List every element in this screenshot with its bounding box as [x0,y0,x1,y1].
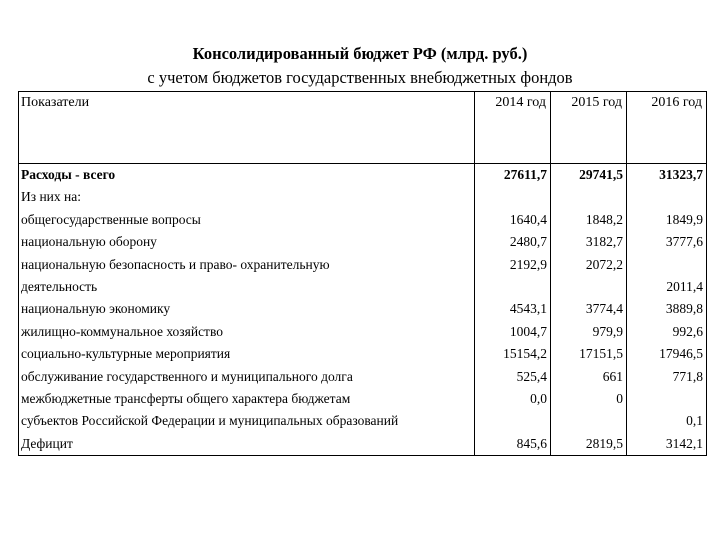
row-label: межбюджетные трансферты общего характера бюджетам [19,388,475,410]
row-label: жилищно-коммунальное хозяйство [19,321,475,343]
table-header-row [19,92,707,164]
table-row [19,164,707,187]
row-label: обслуживание государственного и муниципального долга [19,366,475,388]
row-label: национальную оборону [19,231,475,253]
cell-2015: 17151,5 [551,343,627,365]
cell-2016: 2011,4 [627,276,707,298]
cell-2016 [627,254,707,276]
cell-2015: 3182,7 [551,231,627,253]
table-row [19,321,707,343]
cell-2014: 0,0 [475,388,551,410]
cell-2016 [627,388,707,410]
row-label: субъектов Российской Федерации и муниципальных образований [19,410,475,432]
table-row [19,433,707,456]
row-label: Расходы - всего [19,164,475,187]
table-row [19,254,707,276]
row-label: Из них на: [19,186,475,208]
cell-2015: 2819,5 [551,433,627,456]
table-row [19,388,707,410]
cell-2015: 2072,2 [551,254,627,276]
cell-2016: 0,1 [627,410,707,432]
cell-2014 [475,410,551,432]
cell-2015 [551,186,627,208]
cell-2014: 1640,4 [475,209,551,231]
cell-2015: 1848,2 [551,209,627,231]
header-2016: 2016 год [627,92,707,164]
table-row [19,410,707,432]
cell-2014: 1004,7 [475,321,551,343]
cell-2014: 525,4 [475,366,551,388]
row-label: деятельность [19,276,475,298]
cell-2015: 0 [551,388,627,410]
cell-2016: 31323,7 [627,164,707,187]
cell-2016: 3777,6 [627,231,707,253]
cell-2015: 29741,5 [551,164,627,187]
table-row [19,231,707,253]
header-2015: 2015 год [551,92,627,164]
document-title: Консолидированный бюджет РФ (млрд. руб.) [192,44,528,63]
table-row [19,276,707,298]
cell-2015: 661 [551,366,627,388]
cell-2014: 2192,9 [475,254,551,276]
cell-2014: 4543,1 [475,298,551,320]
cell-2015 [551,276,627,298]
row-label: национальную безопасность и право- охранительную [19,254,475,276]
cell-2015: 3774,4 [551,298,627,320]
budget-table [18,91,707,456]
header-indicator: Показатели [19,92,475,164]
row-label: социально-культурные мероприятия [19,343,475,365]
table-row [19,366,707,388]
row-label: национальную экономику [19,298,475,320]
header-2014: 2014 год [475,92,551,164]
cell-2014: 845,6 [475,433,551,456]
cell-2016: 771,8 [627,366,707,388]
row-label: Дефицит [19,433,475,456]
cell-2015: 979,9 [551,321,627,343]
table-row [19,298,707,320]
cell-2016: 17946,5 [627,343,707,365]
table-row [19,209,707,231]
cell-2014: 15154,2 [475,343,551,365]
cell-2014 [475,276,551,298]
cell-2016 [627,186,707,208]
cell-2014: 2480,7 [475,231,551,253]
cell-2016: 992,6 [627,321,707,343]
cell-2015 [551,410,627,432]
cell-2016: 1849,9 [627,209,707,231]
cell-2014 [475,186,551,208]
document-subtitle: с учетом бюджетов государственных внебюджетных фондов [147,68,573,87]
cell-2014: 27611,7 [475,164,551,187]
table-row [19,186,707,208]
table-row [19,343,707,365]
row-label: общегосударственные вопросы [19,209,475,231]
cell-2016: 3889,8 [627,298,707,320]
cell-2016: 3142,1 [627,433,707,456]
